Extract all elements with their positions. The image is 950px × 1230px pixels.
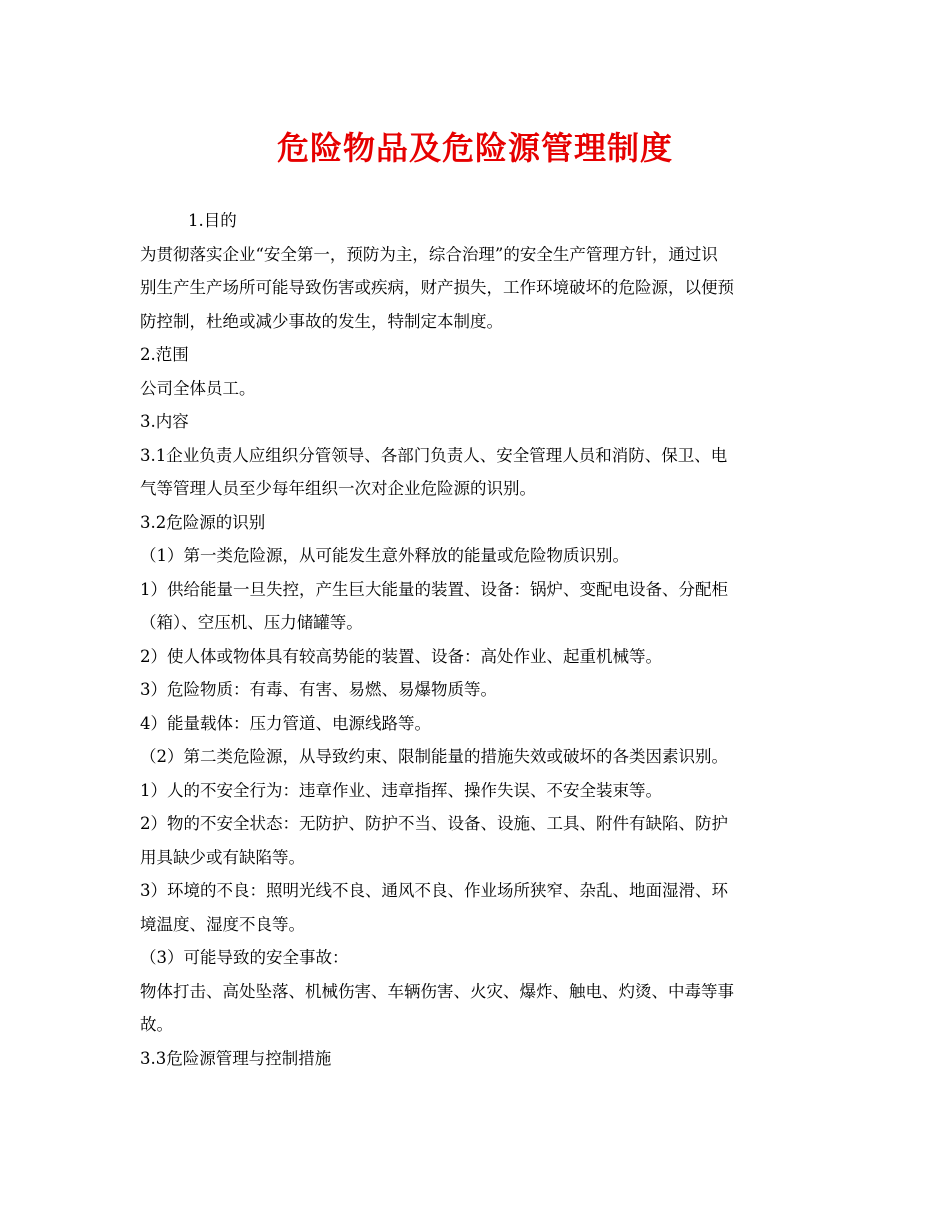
- document-body: [140, 204, 812, 1075]
- paragraph-line: 为贯彻落实企业“安全第一，预防为主，综合治理”的安全生产管理方针，通过识: [140, 244, 718, 264]
- list-item: 1）人的不安全行为：违章作业、违章指挥、操作失误、不安全装束等。: [140, 780, 662, 800]
- list-item: 1）供给能量一旦失控，产生巨大能量的装置、设备：锅炉、变配电设备、分配柜: [140, 579, 728, 599]
- list-item: （1）第一类危险源，从可能发生意外释放的能量或危险物质识别。: [140, 546, 629, 565]
- paragraph-line: 3.1企业负责人应组织分管领导、各部门负责人、安全管理人员和消防、保卫、电: [140, 445, 728, 465]
- list-item-continuation: 境温度、湿度不良等。: [140, 914, 305, 934]
- list-item: 2）物的不安全状态：无防护、防护不当、设备、设施、工具、附件有缺陷、防护: [140, 814, 728, 833]
- list-item: （2）第二类危险源，从导致约束、限制能量的措施失效或破坏的各类因素识别。: [140, 747, 728, 766]
- section-heading-scope: 2.范围: [140, 345, 189, 364]
- subsection-heading: 3.3危险源管理与控制措施: [140, 1048, 332, 1068]
- list-item: 3）环境的不良：照明光线不良、通风不良、作业场所狭窄、杂乱、地面湿滑、环: [140, 881, 728, 900]
- paragraph-line: 防控制，杜绝或减少事故的发生，特制定本制度。: [140, 311, 503, 331]
- paragraph-line: 物体打击、高处坠落、机械伤害、车辆伤害、火灾、爆炸、触电、灼烫、中毒等事: [140, 981, 734, 1001]
- section-heading-purpose: 1.目的: [188, 211, 237, 230]
- list-item-continuation: 用具缺少或有缺陷等。: [140, 847, 305, 867]
- paragraph-line: 故。: [140, 1015, 173, 1034]
- list-item: 2）使人体或物体具有较高势能的装置、设备：高处作业、起重机械等。: [140, 646, 662, 666]
- subsection-heading: 3.2危险源的识别: [140, 512, 266, 532]
- paragraph-line: 别生产生产场所可能导致伤害或疾病，财产损失，工作环境破坏的危险源，以便预: [140, 278, 734, 297]
- list-item-continuation: （箱）、空压机、压力储罐等。: [140, 613, 363, 632]
- paragraph-line: 公司全体员工。: [140, 378, 256, 398]
- document-title: 危险物品及危险源管理制度: [276, 129, 673, 167]
- list-item: （3）可能导致的安全事故：: [140, 948, 349, 967]
- list-item: 4）能量载体：压力管道、电源线路等。: [140, 713, 431, 733]
- section-heading-content: 3.内容: [140, 412, 189, 431]
- list-item: 3）危险物质：有毒、有害、易燃、易爆物质等。: [140, 680, 497, 699]
- paragraph-line: 气等管理人员至少每年组织一次对企业危险源的识别。: [140, 479, 536, 498]
